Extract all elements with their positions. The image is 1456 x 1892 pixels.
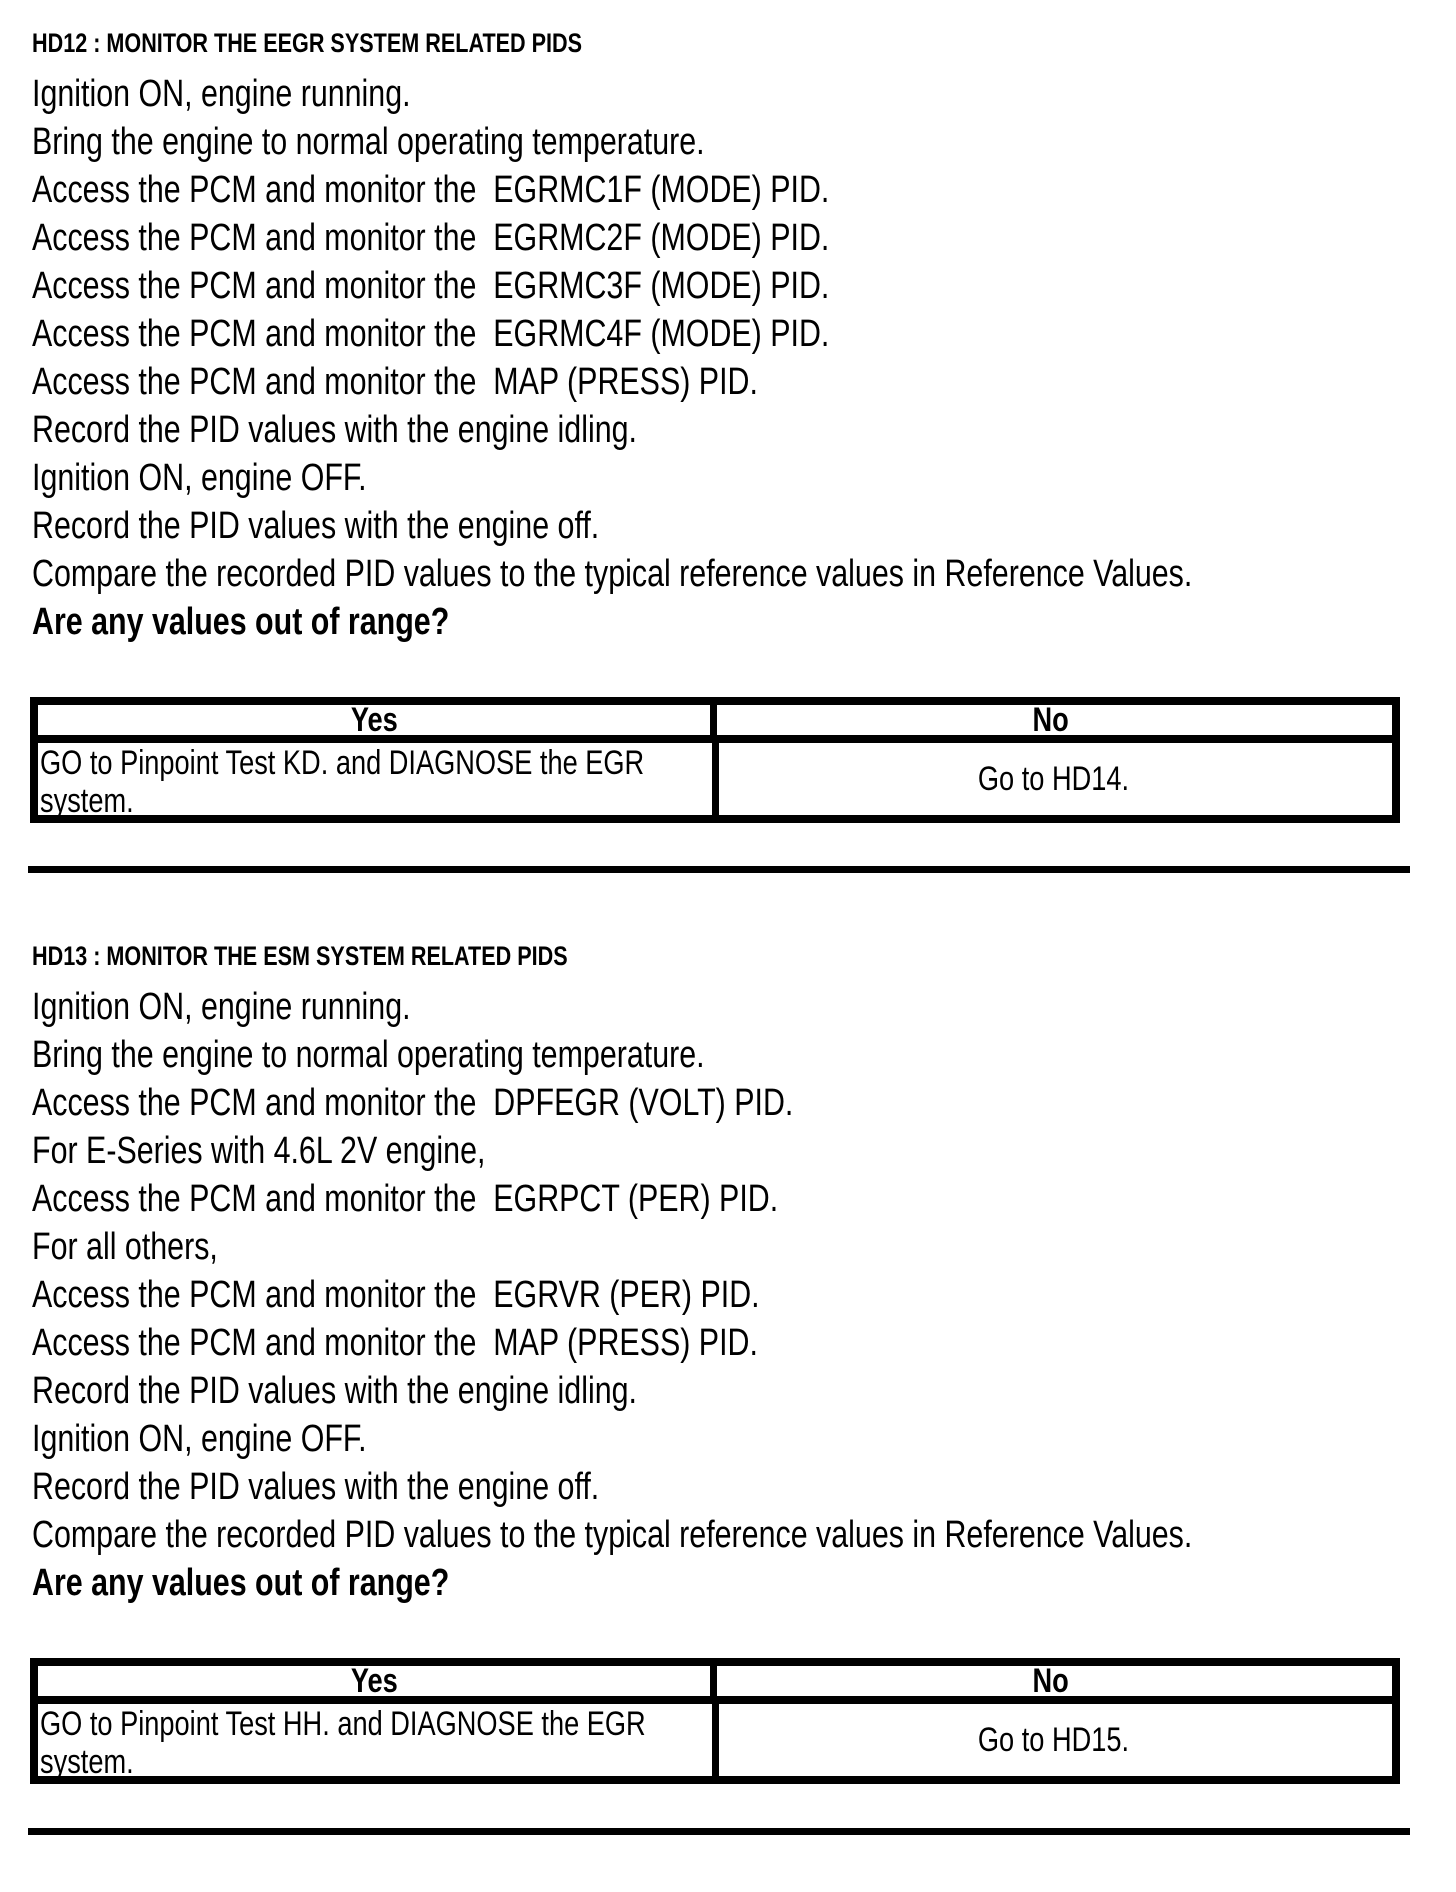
step-line: Ignition ON, engine OFF. [32,457,367,499]
no-action-cell: Go to HD15. [712,1704,1387,1776]
step-line: Access the PCM and monitor the EGRMC2F (MODE) PID. [32,217,830,259]
section-heading-text: HD12 : MONITOR THE EEGR SYSTEM RELATED PIDS [32,28,583,58]
page-bottom-rule [28,1828,1410,1835]
step-line: Access the PCM and monitor the DPFEGR (VOLT) PID. [32,1082,794,1124]
step-line: Record the PID values with the engine idling. [32,409,637,451]
decision-table-header-row [38,1662,1392,1704]
yes-action-cell: GO to Pinpoint Test HH. and DIAGNOSE the EGR system. [40,1705,646,1781]
step-line: Access the PCM and monitor the EGRMC1F (MODE) PID. [32,169,830,211]
decision-table-header-row [38,701,1392,743]
step-line: Bring the engine to normal operating temperature. [32,1034,705,1076]
step-line: Record the PID values with the engine off. [32,505,600,547]
step-line: Ignition ON, engine running. [32,986,411,1028]
step-line: Record the PID values with the engine off. [32,1466,600,1508]
step-line: Access the PCM and monitor the EGRMC4F (MODE) PID. [32,313,830,355]
question-line: Are any values out of range? [32,601,450,643]
step-line: Record the PID values with the engine idling. [32,1370,637,1412]
step-line: Ignition ON, engine running. [32,73,411,115]
section-heading-hd12 [32,28,720,58]
procedure-steps-hd13 [32,983,1456,1607]
yes-header-cell: Yes [350,701,398,739]
no-header-cell: No [710,1666,1385,1696]
yes-action-cell: GO to Pinpoint Test KD. and DIAGNOSE the EGR system. [40,744,645,820]
step-line: Access the PCM and monitor the MAP (PRESS) PID. [32,1322,758,1364]
step-line: Access the PCM and monitor the EGRMC3F (MODE) PID. [32,265,830,307]
section-heading-text: HD13 : MONITOR THE ESM SYSTEM RELATED PIDS [32,941,568,971]
decision-table-body-row [38,1704,1392,1781]
step-line: For E-Series with 4.6L 2V engine, [32,1130,486,1172]
procedure-steps-hd12 [32,70,1456,646]
step-line: Access the PCM and monitor the EGRVR (PER) PID. [32,1274,760,1316]
step-line: Ignition ON, engine OFF. [32,1418,367,1460]
step-line: For all others, [32,1226,218,1268]
step-line: Access the PCM and monitor the EGRPCT (PER) PID. [32,1178,779,1220]
decision-table-body-row [38,743,1392,820]
section-divider-rule [28,866,1410,873]
section-heading-hd13 [32,941,702,971]
yes-header-cell: Yes [350,1662,398,1700]
decision-table-hd12 [30,697,1400,823]
step-line: Bring the engine to normal operating temperature. [32,121,705,163]
step-line: Compare the recorded PID values to the typical reference values in Reference Values. [32,553,1193,595]
no-action-cell: Go to HD14. [712,743,1387,815]
decision-table-hd13 [30,1658,1400,1784]
no-header-cell: No [710,705,1385,735]
step-line: Compare the recorded PID values to the typical reference values in Reference Values. [32,1514,1193,1556]
step-line: Access the PCM and monitor the MAP (PRESS) PID. [32,361,758,403]
question-line: Are any values out of range? [32,1562,450,1604]
